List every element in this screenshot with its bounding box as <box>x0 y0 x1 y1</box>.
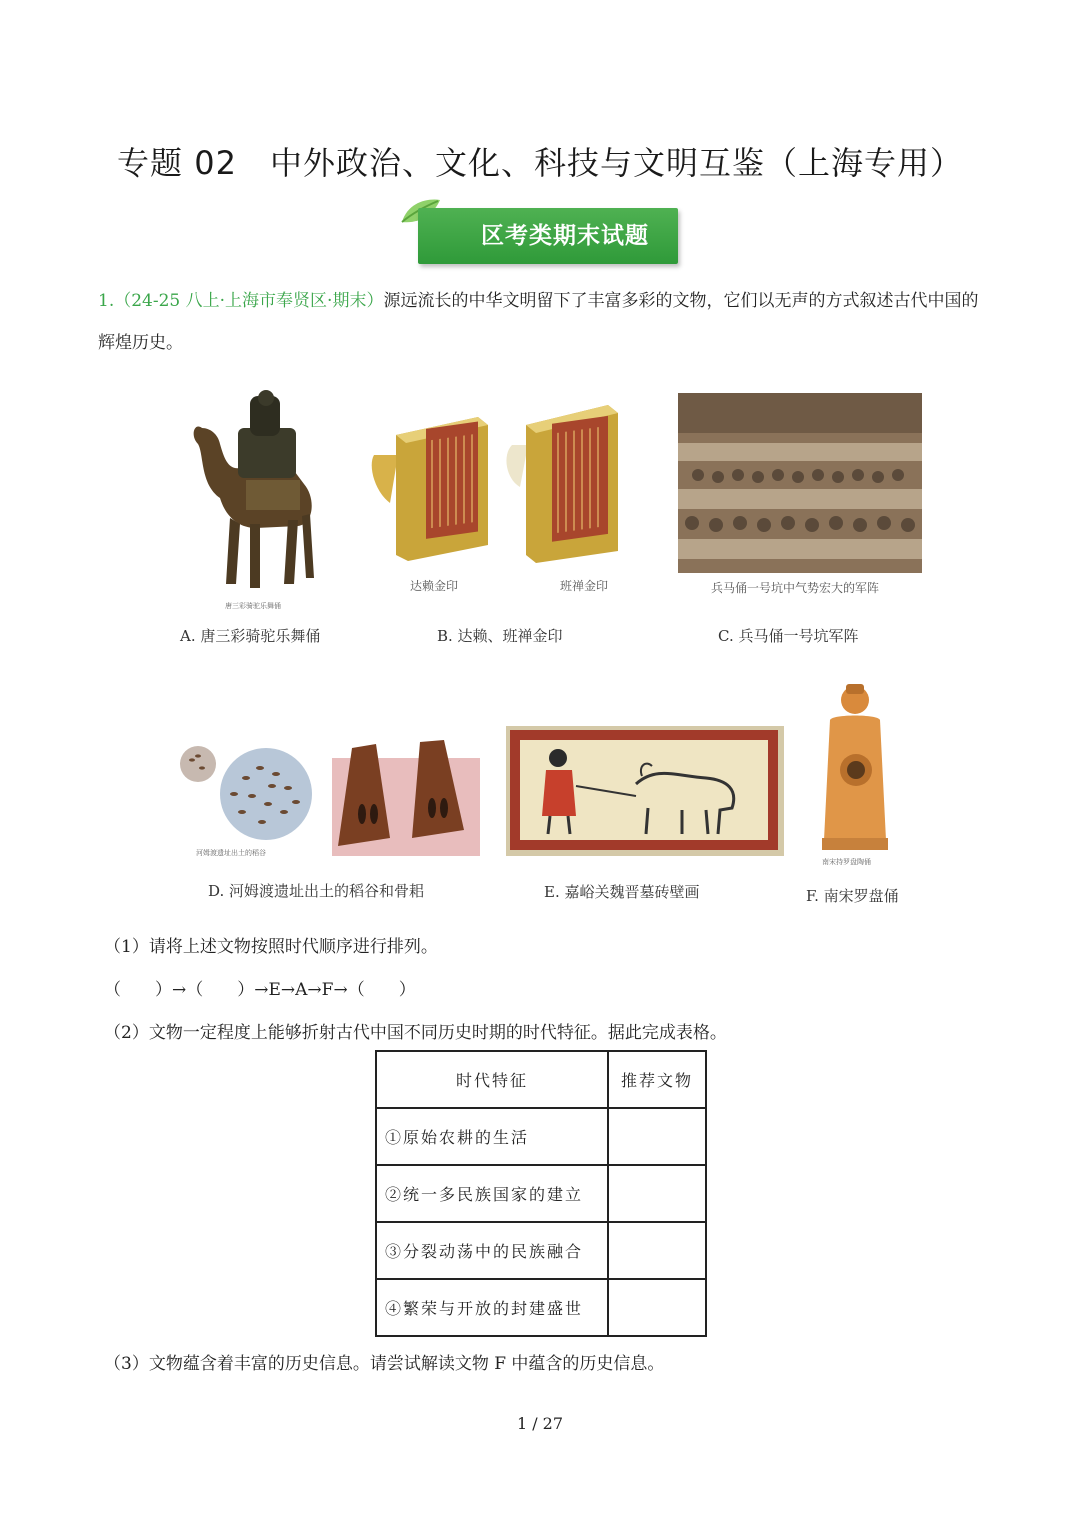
page-number: 1 / 27 <box>516 1414 564 1433</box>
image-b-right-label: 班禅金印 <box>560 579 609 593</box>
caption-a: A. 唐三彩骑驼乐舞俑 <box>180 627 321 645</box>
image-c-terracotta <box>678 393 922 573</box>
section-banner <box>418 208 678 264</box>
table-row <box>376 1165 706 1222</box>
image-a-camel <box>180 388 330 600</box>
caption-b: B. 达赖、班禅金印 <box>437 627 563 645</box>
table-row <box>376 1108 706 1165</box>
artifact-answer-cell[interactable] <box>608 1108 706 1165</box>
artifact-answer-cell[interactable] <box>608 1165 706 1222</box>
caption-f: F. 南宋罗盘俑 <box>806 887 899 905</box>
artifact-answer-cell[interactable] <box>608 1279 706 1336</box>
feature-cell: ②统一多民族国家的建立 <box>376 1165 608 1222</box>
table-row <box>376 1222 706 1279</box>
image-d-rice <box>176 738 316 846</box>
caption-c: C. 兵马俑一号坑军阵 <box>718 627 859 645</box>
header-feature: 时代特征 <box>376 1051 608 1108</box>
image-b-seal-panchen <box>500 395 622 567</box>
feature-table <box>375 1050 707 1337</box>
header-artifact: 推荐文物 <box>608 1051 706 1108</box>
feature-cell: ④繁荣与开放的封建盛世 <box>376 1279 608 1336</box>
caption-e: E. 嘉峪关魏晋墓砖壁画 <box>544 883 700 901</box>
page-title: 专题 02 中外政治、文化、科技与文明互鉴（上海专用） <box>117 144 963 182</box>
image-f-compass-figure <box>812 680 898 852</box>
caption-d: D. 河姆渡遗址出土的稻谷和骨耜 <box>208 882 425 900</box>
image-b-left-label: 达赖金印 <box>410 579 459 593</box>
table-header-row <box>376 1051 706 1108</box>
artifact-answer-cell[interactable] <box>608 1222 706 1279</box>
feature-cell: ①原始农耕的生活 <box>376 1108 608 1165</box>
image-c-small-caption: 兵马俑一号坑中气势宏大的军阵 <box>711 581 880 595</box>
image-a-small-caption: 唐三彩骑驼乐舞俑 <box>225 602 281 610</box>
table-row <box>376 1279 706 1336</box>
image-f-small-caption: 南宋持罗盘陶俑 <box>822 858 871 866</box>
banner-label: 区考类期末试题 <box>481 223 649 249</box>
feature-cell: ③分裂动荡中的民族融合 <box>376 1222 608 1279</box>
subquestion-2: （2）文物一定程度上能够折射古代中国不同历史时期的时代特征。据此完成表格。 <box>104 1023 727 1043</box>
subquestion-1: （1）请将上述文物按照时代顺序进行排列。 <box>104 937 438 957</box>
question-stem <box>98 280 988 364</box>
question-text: 源远流长的中华文明留下了丰富多彩的文物，它们以无声的方式叙述古代中国的辉煌历史。 <box>98 291 979 353</box>
subquestion-1-answer-line[interactable]: （ ）→（ ）→E→A→F→（ ） <box>104 980 416 1000</box>
subquestion-3: （3）文物蕴含着丰富的历史信息。请尝试解读文物 F 中蕴含的历史信息。 <box>104 1354 665 1374</box>
image-b-seal-dalai <box>368 395 490 567</box>
image-d-bone-spades <box>332 738 480 856</box>
question-source: 1.（24-25 八上·上海市奉贤区·期末） <box>98 291 384 311</box>
image-d-small-caption: 河姆渡遗址出土的稻谷 <box>196 849 266 857</box>
image-e-brick-mural <box>506 726 784 856</box>
